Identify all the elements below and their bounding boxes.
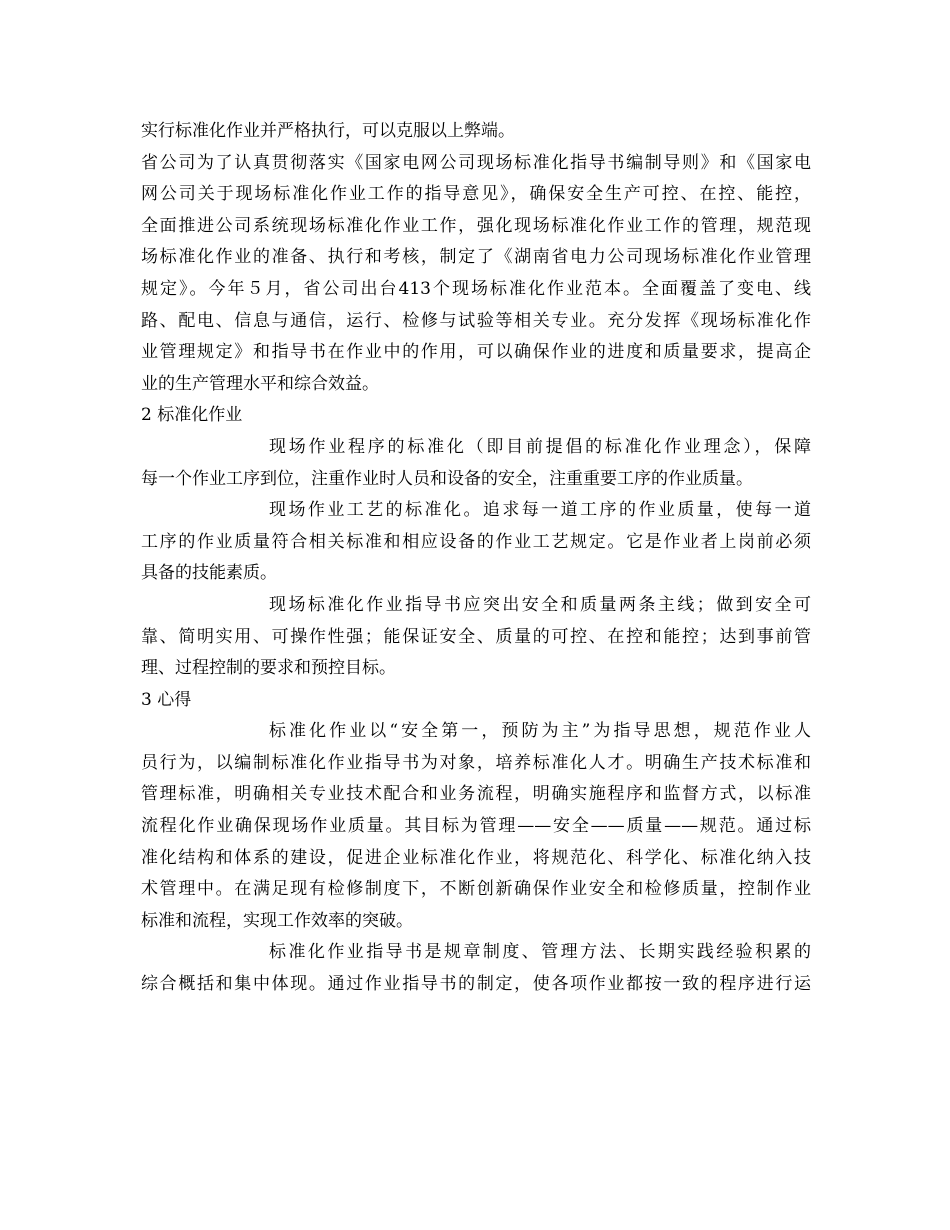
paragraph-line: 业管理规定》和指导书在作业中的作用，可以确保作业的进度和质量要求，提高企 — [141, 342, 811, 363]
intro-continuation-line: 实行标准化作业并严格执行，可以克服以上弊端。 — [141, 121, 515, 141]
section2-paragraph-procedure — [141, 432, 811, 495]
paragraph-line: 工序的作业质量符合相关标准和相应设备的作业工艺规定。它是作业者上岗前必须 — [141, 531, 811, 552]
section3-paragraph-guidebook — [141, 937, 811, 1000]
section2-paragraph-craft — [141, 495, 811, 590]
paragraph-line: 规定》。今年５月，省公司出台413个现场标准化作业范本。全面覆盖了变电、线 — [141, 278, 811, 299]
paragraph-line: 靠、简明实用、可操作性强；能保证安全、质量的可控、在控和能控；达到事前管 — [141, 626, 811, 647]
paragraph-line: 标准和流程，实现工作效率的突破。 — [141, 910, 413, 931]
province-paragraph — [141, 148, 811, 401]
paragraph-line: 理、过程控制的要求和预控目标。 — [141, 658, 396, 679]
paragraph-line: 员行为，以编制标准化作业指导书为对象，培养标准化人才。明确生产技术标准和 — [141, 752, 811, 773]
paragraph-line: 流程化作业确保现场作业质量。其目标为管理——安全——质量——规范。通过标 — [141, 816, 811, 837]
section-heading-standardized-work: 2 标准化作业 — [141, 405, 243, 426]
paragraph-line: 具备的技能素质。 — [141, 563, 277, 584]
paragraph-line: 现场作业工艺的标准化。追求每一道工序的作业质量，使每一道 — [269, 500, 811, 521]
section-heading-reflections: 3 心得 — [141, 689, 192, 710]
paragraph-line: 业的生产管理水平和综合效益。 — [141, 373, 379, 394]
paragraph-line: 管理标准，明确相关专业技术配合和业务流程，明确实施程序和监督方式，以标准 — [141, 784, 811, 805]
paragraph-line: 每一个作业工序到位，注重作业时人员和设备的安全，注重重要工序的作业质量。 — [141, 468, 753, 489]
section2-paragraph-guide — [141, 590, 811, 685]
document-page — [141, 116, 811, 1001]
paragraph-line: 现场作业程序的标准化（即目前提倡的标准化作业理念），保障 — [269, 436, 811, 457]
paragraph-line: 路、配电、信息与通信，运行、检修与试验等相关专业。充分发挥《现场标准化作 — [141, 310, 811, 331]
paragraph-line: 准化结构和体系的建设，促进企业标准化作业，将规范化、科学化、标准化纳入技 — [141, 847, 811, 868]
paragraph-line: 综合概括和集中体现。通过作业指导书的制定，使各项作业都按一致的程序进行运 — [141, 974, 811, 995]
paragraph-line: 术管理中。在满足现有检修制度下，不断创新确保作业安全和检修质量，控制作业 — [141, 879, 811, 900]
paragraph-line: 标准化作业指导书是规章制度、管理方法、长期实践经验积累的 — [269, 942, 811, 963]
paragraph-line: 场标准化作业的准备、执行和考核，制定了《湖南省电力公司现场标准化作业管理 — [141, 247, 811, 268]
paragraph-line: 网公司关于现场标准化作业工作的指导意见》，确保安全生产可控、在控、能控， — [141, 184, 811, 205]
section3-paragraph-principles — [141, 716, 811, 937]
paragraph-line: 现场标准化作业指导书应突出安全和质量两条主线；做到安全可 — [269, 594, 811, 615]
paragraph-line: 标准化作业以“安全第一，预防为主”为指导思想，规范作业人 — [269, 721, 811, 742]
paragraph-line: 全面推进公司系统现场标准化作业工作，强化现场标准化作业工作的管理，规范现 — [141, 215, 811, 236]
paragraph-line: 省公司为了认真贯彻落实《国家电网公司现场标准化指导书编制导则》和《国家电 — [141, 152, 811, 173]
